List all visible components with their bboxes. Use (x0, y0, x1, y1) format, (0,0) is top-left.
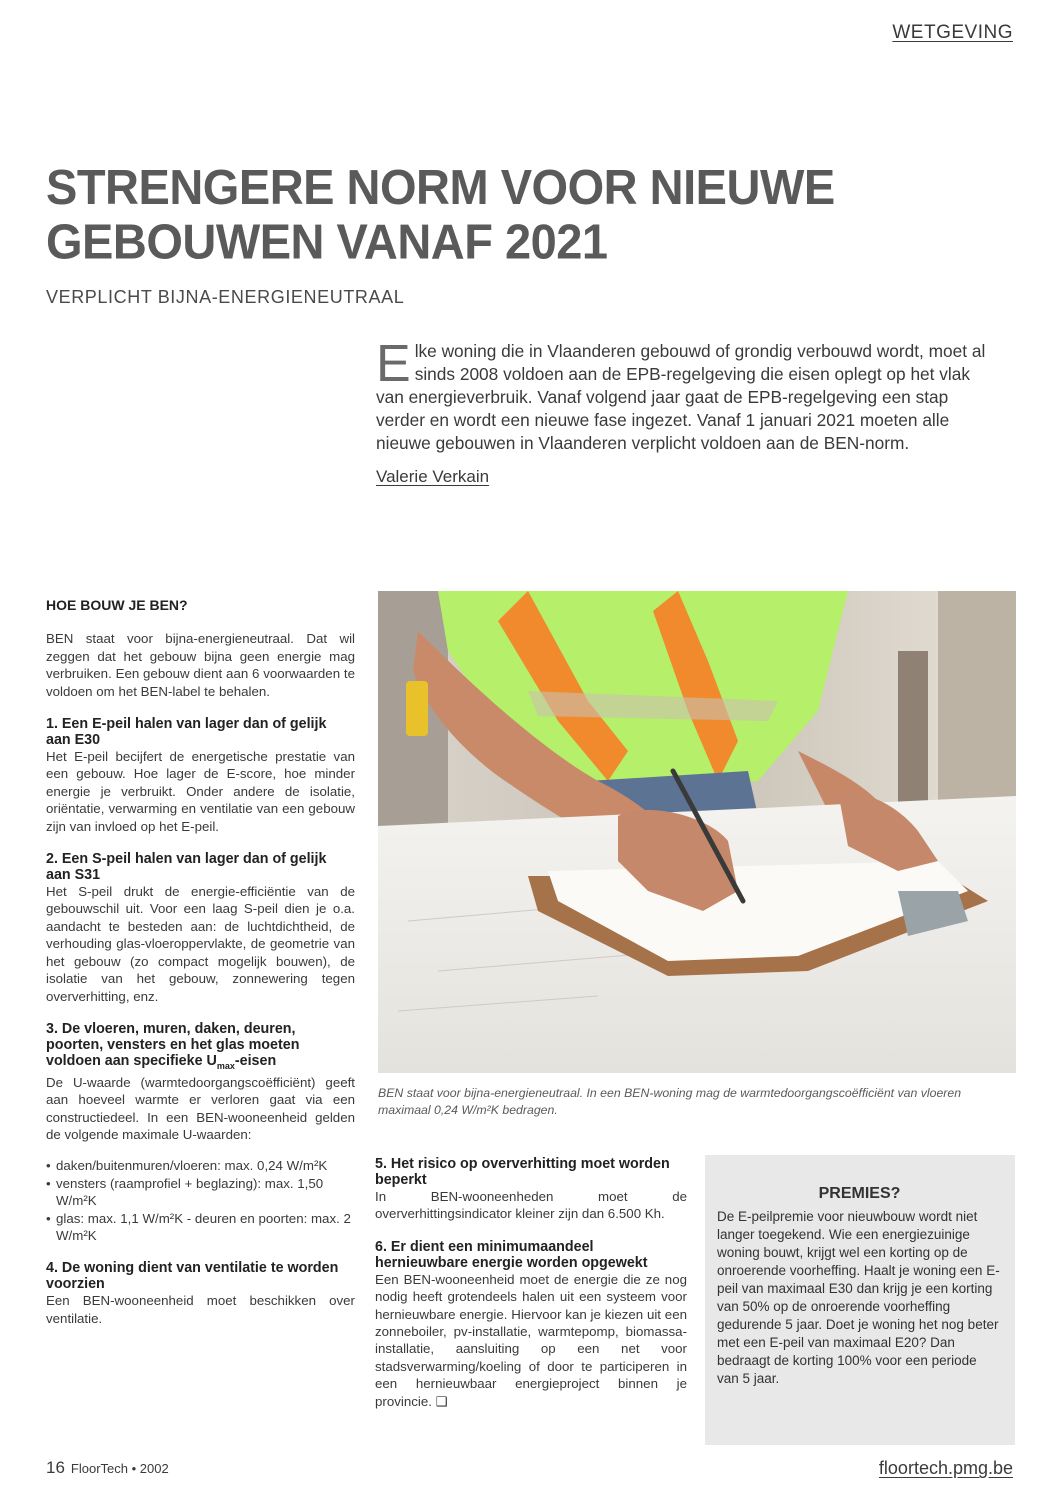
list-item (46, 1175, 355, 1210)
page-number: 16 (46, 1458, 65, 1477)
condition-5-text: In BEN-wooneenheden moet de oververhittingsindicator kleiner zijn dan 6.500 Kh. (375, 1189, 687, 1222)
condition-3-title-b: -eisen (234, 1052, 277, 1069)
footer-folio (46, 1458, 169, 1478)
intro-text: lke woning die in Vlaanderen gebouwd of grondig verbouwd wordt, moet al sinds 2008 voldoen aan de EPB-regelgeving die eisen oplegt op het vlak van energieverbruik. Vanaf volgend jaar gaat de EPB-regelgeving een stap verder en wordt een nieuwe fase ingezet. Vanaf 1 januari 2021 moeten alle nieuwe gebouwen in Vlaanderen verplicht voldoen aan de BEN-norm. (376, 341, 986, 453)
condition-5-title: 5. Het risico op oververhitting moet worden beperkt (375, 1156, 670, 1188)
article-subtitle: VERPLICHT BIJNA-ENERGIENEUTRAAL (46, 287, 405, 307)
list-item (46, 1210, 355, 1245)
condition-6-text (375, 1271, 687, 1410)
list-item-text: daken/buitenmuren/vloeren: max. 0,24 W/m²K (56, 1158, 328, 1174)
condition-3-title-sub: max (216, 1060, 235, 1071)
u-values-list (46, 1157, 355, 1244)
condition-6-body: Een BEN-wooneenheid moet de energie die ze nog nodig heeft grotendeels halen uit een systeem voor hernieuwbare energie. Hiervoor kan je kiezen uit een zonneboiler, pv-installatie, warmtepomp, biomassa-installatie, aansluiting op een net voor stadsverwarming/koeling of door te participeren in een hernieuwbaar energieproject binnen je provincie. (375, 1271, 687, 1409)
condition-1-text: Het E-peil becijfert de energetische prestatie van een gebouw. Hoe lager de E-score, hoe minder energie je verbruikt. Onder andere de isolatie, oriëntatie, verwarming en ventilatie van een gebouw zijn van invloed op het E-peil. (46, 749, 355, 834)
premies-text: De E-peilpremie voor nieuwbouw wordt niet langer toegekend. Wie een energiezuinige woning bouwt, krijgt wel een korting op de onroerende voorheffing. Haalt je woning een E-peil van maximaal E30 dan krijg je een korting van 50% op de onroerende voorheffing gedurende 5 jaar. Doet je woning het nog beter met een E-peil van maximaal E20? Dan bedraagt de korting 100% voor een periode van 5 jaar. (717, 1209, 1000, 1386)
premies-title: PREMIES? (818, 1185, 901, 1202)
worker-drawing-illustration (378, 591, 1016, 1073)
headline-line-1: STRENGERE NORM VOOR NIEUWE (46, 158, 835, 215)
worker-photo (378, 591, 1016, 1073)
condition-2-text: Het S-peil drukt de energie-efficiëntie van de gebouwschil uit. Voor een laag S-peil dien je o.a. aandacht te besteden aan: de luchtdichtheid, de verhouding glas-vloeroppervlakte, de geometrie van het gebouw (zo compact mogelijk bouwen), de isolatie van het gebouw, zonnewering tegen oververhitting, enz. (46, 884, 355, 1004)
headline-line-2: GEBOUWEN VANAF 2021 (46, 213, 608, 270)
photo-caption: BEN staat voor bijna-energieneutraal. In een BEN-woning mag de warmtedoorgangscoëfficiënt van vloeren maximaal 0,24 W/m²K bedragen. (378, 1086, 962, 1117)
list-item-text: glas: max. 1,1 W/m²K - deuren en poorten: max. 2 W/m²K (56, 1210, 351, 1244)
article-headline (46, 160, 946, 269)
condition-3-text: De U-waarde (warmtedoorgangscoëfficiënt) geeft aan hoeveel warmte er verloren gaat via een constructiedeel. In een BEN-wooneenheid gelden de volgende maximale U-waarden: (46, 1074, 355, 1142)
section-tag: WETGEVING (892, 22, 1013, 43)
list-item (46, 1157, 355, 1174)
premies-box (705, 1155, 1015, 1445)
condition-6-title: 6. Er dient een minimumaandeel hernieuwbare energie worden opgewekt (375, 1238, 648, 1271)
dropcap: E (376, 335, 411, 393)
author-link[interactable]: Valerie Verkain (376, 467, 490, 486)
condition-4-title: 4. De woning dient van ventilatie te worden voorzien (46, 1260, 339, 1293)
left-column-intro: BEN staat voor bijna-energieneutraal. Dat wil zeggen dat het gebouw bijna geen energie mag verbruiken. Een gebouw dient aan 6 voorwaarden te voldoen om het BEN-label te behalen. (46, 631, 355, 699)
publication-name: FloorTech • 2002 (70, 1461, 169, 1476)
bullet-icon: • (46, 1158, 51, 1174)
list-item-text: vensters (raamprofiel + beglazing): max. 1,50 W/m²K (56, 1175, 324, 1209)
bullet-icon: • (46, 1175, 51, 1191)
bullet-icon: • (46, 1210, 51, 1226)
website-link[interactable]: floortech.pmg.be (878, 1458, 1013, 1478)
condition-3-title (46, 1021, 355, 1074)
left-column-heading: HOE BOUW JE BEN? (46, 597, 188, 613)
middle-column (375, 1156, 687, 1410)
end-mark-icon: ❑ (435, 1393, 448, 1409)
left-column (46, 597, 355, 1327)
condition-2-title: 2. Een S-peil halen van lager dan of gelijk aan S31 (46, 851, 327, 884)
intro-paragraph (376, 335, 990, 455)
condition-1-title: 1. Een E-peil halen van lager dan of gelijk aan E30 (46, 716, 327, 749)
condition-3-title-a: 3. De vloeren, muren, daken, deuren, poorten, vensters en het glas moeten voldoen aan specifieke U (46, 1020, 300, 1069)
condition-4-text: Een BEN-wooneenheid moet beschikken over ventilatie. (46, 1293, 355, 1326)
